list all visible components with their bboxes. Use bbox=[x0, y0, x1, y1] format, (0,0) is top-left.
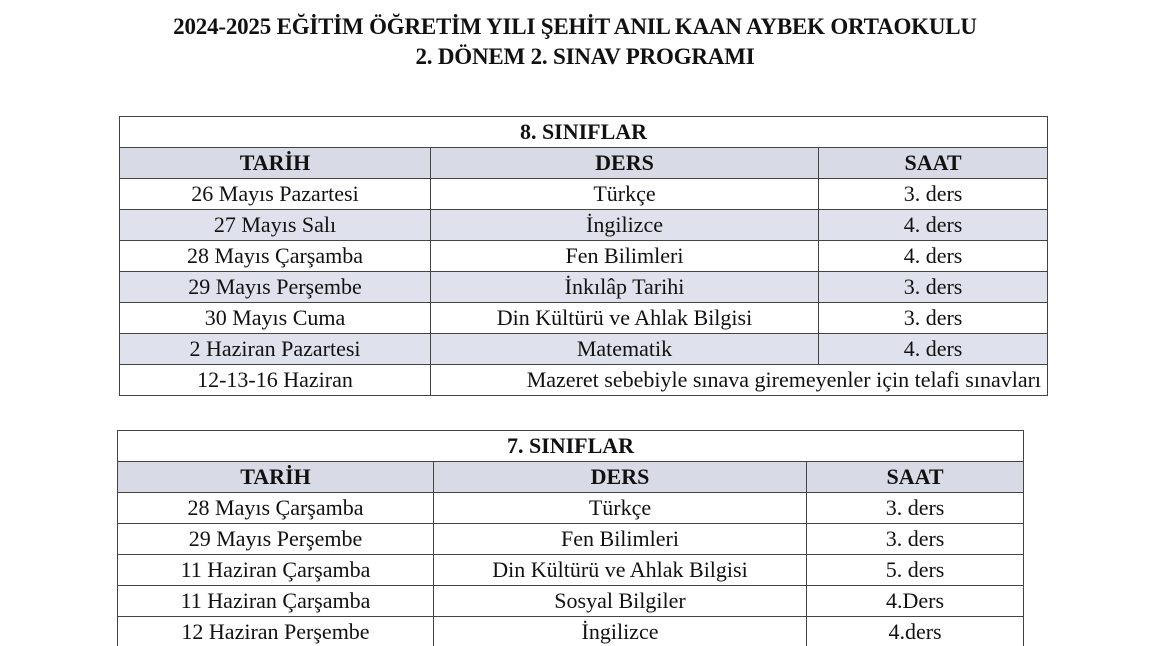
time-cell: 4. ders bbox=[819, 241, 1048, 272]
table-row bbox=[120, 303, 1048, 334]
subject-cell: Türkçe bbox=[434, 493, 807, 524]
makeup-row bbox=[120, 365, 1048, 396]
makeup-date-cell: 12-13-16 Haziran bbox=[120, 365, 431, 396]
date-cell: 29 Mayıs Perşembe bbox=[120, 272, 431, 303]
date-cell: 2 Haziran Pazartesi bbox=[120, 334, 431, 365]
column-header-time: SAAT bbox=[807, 462, 1024, 493]
date-cell: 11 Haziran Çarşamba bbox=[118, 555, 434, 586]
subject-cell: Sosyal Bilgiler bbox=[434, 586, 807, 617]
subject-cell: Matematik bbox=[431, 334, 819, 365]
date-cell: 29 Mayıs Perşembe bbox=[118, 524, 434, 555]
table-row bbox=[118, 493, 1024, 524]
column-header-time: SAAT bbox=[819, 148, 1048, 179]
time-cell: 4. ders bbox=[819, 334, 1048, 365]
subject-cell: Din Kültürü ve Ahlak Bilgisi bbox=[431, 303, 819, 334]
table-row bbox=[118, 617, 1024, 646]
makeup-note-cell: Mazeret sebebiyle sınava giremeyenler için telafi sınavları bbox=[431, 365, 1048, 396]
time-cell: 3. ders bbox=[819, 303, 1048, 334]
date-cell: 12 Haziran Perşembe bbox=[118, 617, 434, 646]
table-row bbox=[118, 555, 1024, 586]
table-row bbox=[120, 179, 1048, 210]
grade8-schedule-table bbox=[119, 116, 1048, 396]
subject-cell: Din Kültürü ve Ahlak Bilgisi bbox=[434, 555, 807, 586]
grade8-header-row bbox=[120, 148, 1048, 179]
time-cell: 4.ders bbox=[807, 617, 1024, 646]
date-cell: 26 Mayıs Pazartesi bbox=[120, 179, 431, 210]
date-cell: 27 Mayıs Salı bbox=[120, 210, 431, 241]
date-cell: 11 Haziran Çarşamba bbox=[118, 586, 434, 617]
subject-cell: İngilizce bbox=[434, 617, 807, 646]
table-row bbox=[118, 524, 1024, 555]
time-cell: 5. ders bbox=[807, 555, 1024, 586]
column-header-subject: DERS bbox=[431, 148, 819, 179]
grade7-header-row bbox=[118, 462, 1024, 493]
page-subtitle: 2. DÖNEM 2. SINAV PROGRAMI bbox=[415, 44, 755, 69]
column-header-date: TARİH bbox=[120, 148, 431, 179]
date-cell: 30 Mayıs Cuma bbox=[120, 303, 431, 334]
time-cell: 3. ders bbox=[807, 493, 1024, 524]
subject-cell: Fen Bilimleri bbox=[434, 524, 807, 555]
date-cell: 28 Mayıs Çarşamba bbox=[120, 241, 431, 272]
subject-cell: Türkçe bbox=[431, 179, 819, 210]
table-row bbox=[120, 210, 1048, 241]
subject-cell: İnkılâp Tarihi bbox=[431, 272, 819, 303]
table-row bbox=[120, 334, 1048, 365]
time-cell: 4.Ders bbox=[807, 586, 1024, 617]
column-header-subject: DERS bbox=[434, 462, 807, 493]
page-title: 2024-2025 EĞİTİM ÖĞRETİM YILI ŞEHİT ANIL KAAN AYBEK ORTAOKULU bbox=[173, 14, 977, 39]
grade7-caption: 7. SINIFLAR bbox=[118, 431, 1024, 462]
table-row bbox=[118, 586, 1024, 617]
grade7-schedule-table bbox=[117, 430, 1024, 646]
column-header-date: TARİH bbox=[118, 462, 434, 493]
grade8-caption: 8. SINIFLAR bbox=[120, 117, 1048, 148]
subject-cell: Fen Bilimleri bbox=[431, 241, 819, 272]
time-cell: 3. ders bbox=[819, 179, 1048, 210]
subject-cell: İngilizce bbox=[431, 210, 819, 241]
time-cell: 3. ders bbox=[807, 524, 1024, 555]
time-cell: 3. ders bbox=[819, 272, 1048, 303]
date-cell: 28 Mayıs Çarşamba bbox=[118, 493, 434, 524]
table-row bbox=[120, 241, 1048, 272]
time-cell: 4. ders bbox=[819, 210, 1048, 241]
table-row bbox=[120, 272, 1048, 303]
